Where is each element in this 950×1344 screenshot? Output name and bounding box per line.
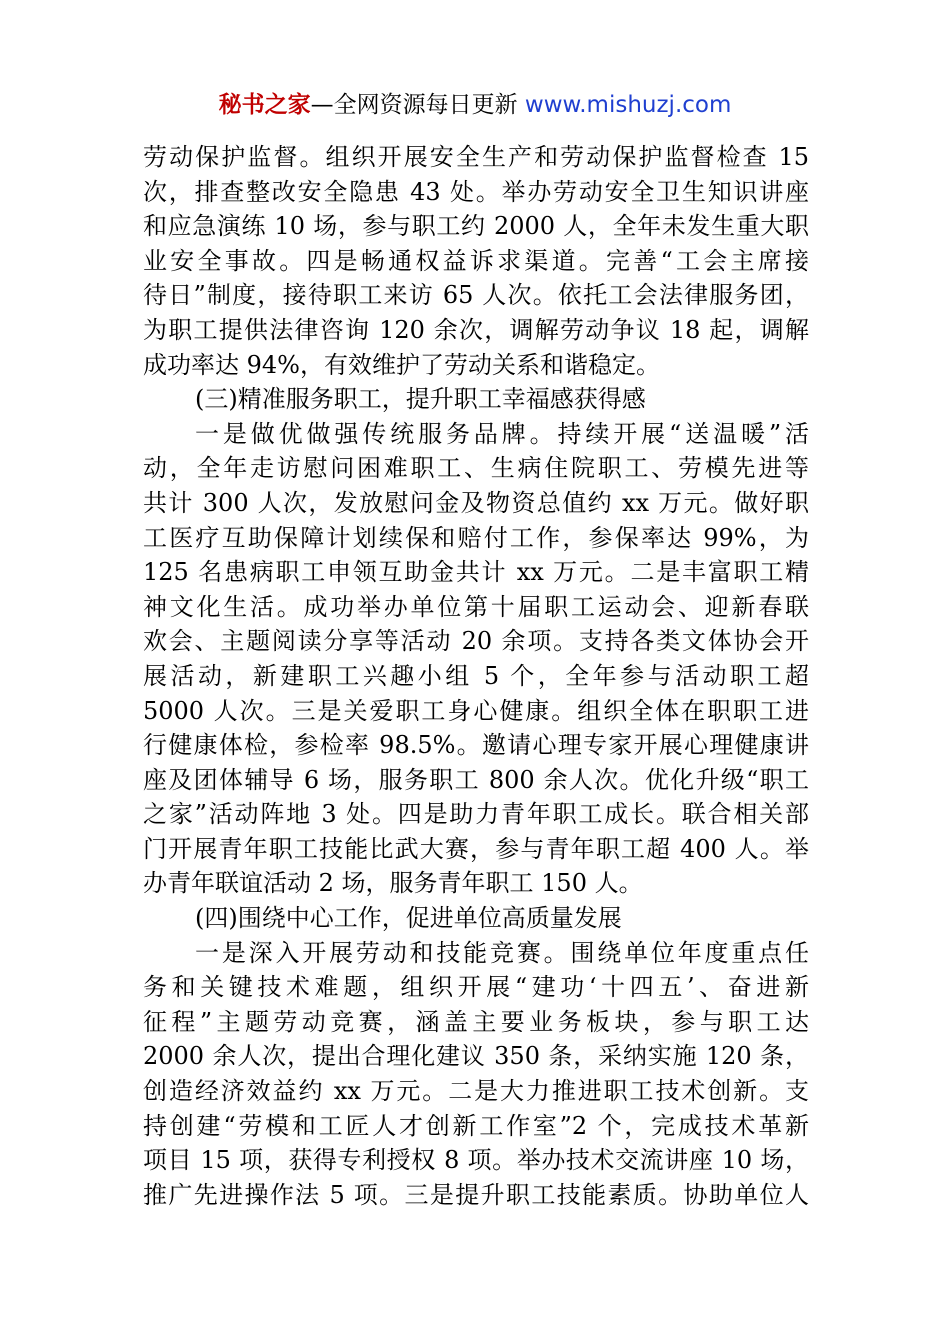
site-header [0, 88, 950, 122]
text-line: 持创建“劳模和工匠人才创新工作室”2 个，完成技术革新 [143, 1111, 809, 1140]
text-line: 务和关键技术难题，组织开展“建功‘十四五’、奋进新 [143, 973, 809, 1002]
text-line: 创造经济效益约 xx 万元。二是大力推进职工技术创新。支 [143, 1077, 809, 1106]
paragraph-start-line: 一是深入开展劳动和技能竞赛。围绕单位年度重点任 [195, 938, 809, 967]
text-line: 神文化生活。成功举办单位第十届职工运动会、迎新春联 [143, 592, 809, 621]
text-line: 之家”活动阵地 3 处。四是助力青年职工成长。联合相关部 [143, 800, 809, 829]
section-heading: (三)精准服务职工，提升职工幸福感获得感 [195, 385, 646, 414]
text-line: 为职工提供法律咨询 120 余次，调解劳动争议 18 起，调解 [143, 315, 809, 344]
text-line: 劳动保护监督。组织开展安全生产和劳动保护监督检查 15 [143, 143, 809, 171]
section-heading: (四)围绕中心工作，促进单位高质量发展 [195, 904, 622, 933]
site-tagline: —全网资源每日更新 [310, 92, 525, 118]
text-line: 5000 人次。三是关爱职工身心健康。组织全体在职职工进 [143, 696, 809, 725]
site-brand: 秘书之家 [218, 92, 311, 118]
text-line: 动，全年走访慰问困难职工、生病住院职工、劳模先进等 [143, 454, 809, 483]
text-line: 推广先进操作法 5 项。三是提升职工技能素质。协助单位人 [143, 1180, 809, 1209]
text-line: 待日”制度，接待职工来访 65 人次。依托工会法律服务团， [143, 281, 809, 310]
text-line: 办青年联谊活动 2 场，服务青年职工 150 人。 [143, 869, 643, 898]
paragraph-start-line: 一是做优做强传统服务品牌。持续开展“送温暖”活 [195, 419, 809, 448]
text-line: 工医疗互助保障计划续保和赔付工作，参保率达 99%，为 [143, 523, 809, 552]
text-line: 项目 15 项，获得专利授权 8 项。举办技术交流讲座 10 场， [143, 1146, 809, 1175]
text-line: 行健康体检，参检率 98.5%。邀请心理专家开展心理健康讲 [143, 731, 809, 760]
text-line: 征程”主题劳动竞赛，涵盖主要业务板块，参与职工达 [143, 1007, 809, 1036]
text-line: 125 名患病职工申领互助金共计 xx 万元。二是丰富职工精 [143, 558, 809, 587]
text-line: 次，排查整改安全隐患 43 处。举办劳动安全卫生知识讲座 [143, 177, 809, 206]
text-line: 和应急演练 10 场，参与职工约 2000 人，全年未发生重大职 [143, 212, 809, 241]
text-line: 展活动，新建职工兴趣小组 5 个，全年参与活动职工超 [143, 661, 809, 690]
text-line: 座及团体辅导 6 场，服务职工 800 余人次。优化升级“职工 [143, 765, 809, 794]
site-url-link[interactable]: www.mishuzj.com [524, 92, 732, 118]
text-line: 门开展青年职工技能比武大赛，参与青年职工超 400 人。举 [143, 834, 809, 863]
text-line: 共计 300 人次，发放慰问金及物资总值约 xx 万元。做好职 [143, 488, 809, 517]
text-line: 欢会、主题阅读分享等活动 20 余项。支持各类文体协会开 [143, 627, 809, 656]
text-line: 2000 余人次，提出合理化建议 350 条，采纳实施 120 条， [143, 1042, 809, 1071]
text-line: 业安全事故。四是畅通权益诉求渠道。完善“工会主席接 [143, 246, 809, 275]
text-line: 成功率达 94%，有效维护了劳动关系和谐稳定。 [143, 350, 660, 379]
document-body [143, 140, 809, 1212]
